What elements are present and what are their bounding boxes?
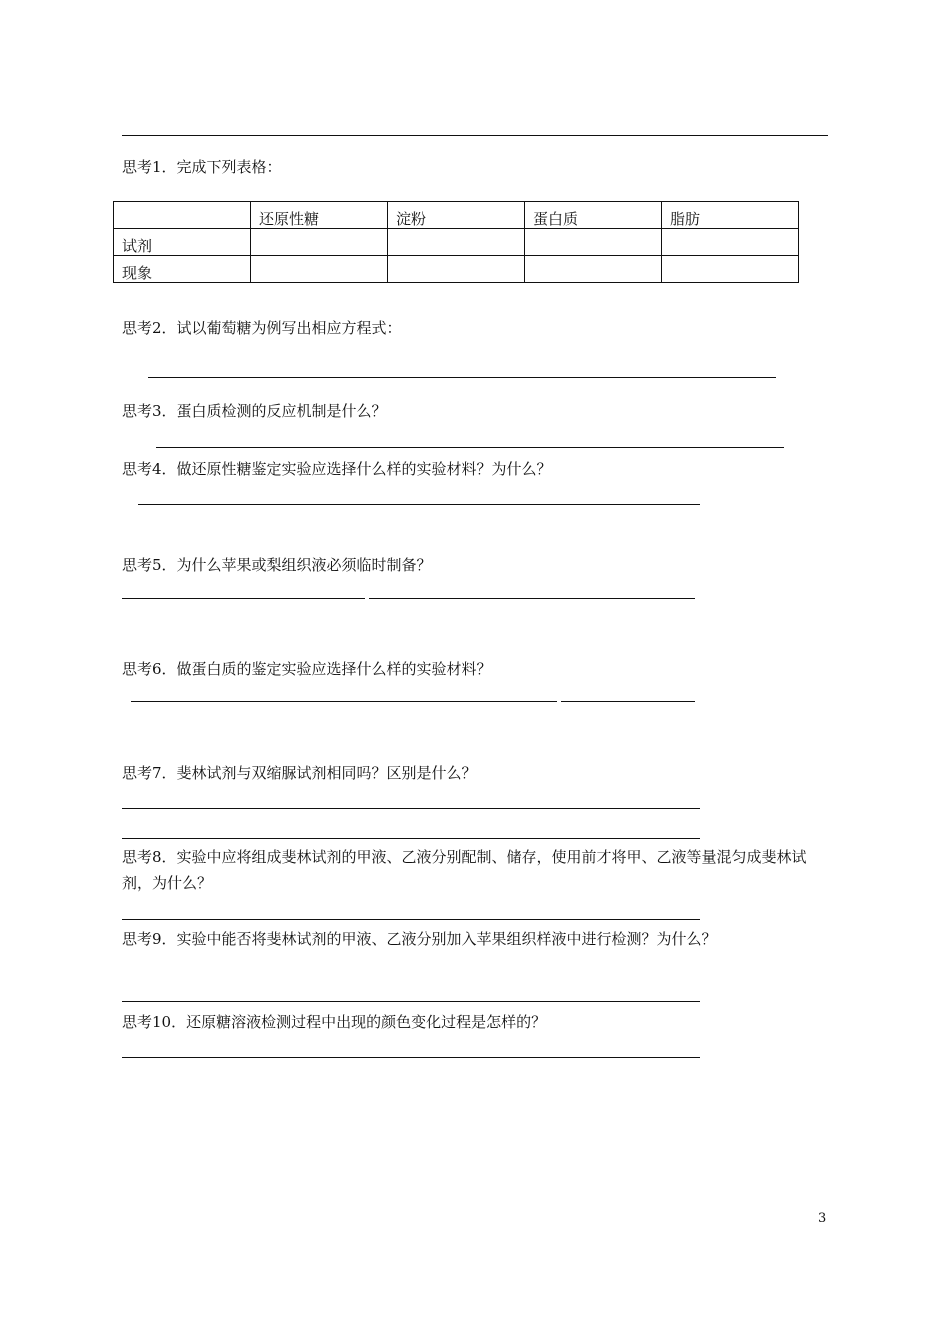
answer-table [113, 201, 799, 283]
question-8: 思考8．实验中应将组成斐林试剂的甲液、乙液分别配制、储存，使用前才将甲、乙液等量混匀成斐林试剂，为什么？ [122, 848, 807, 892]
question-4: 思考4．做还原性糖鉴定实验应选择什么样的实验材料？为什么？ [122, 460, 552, 478]
table-cell[interactable] [251, 229, 388, 256]
answer-line[interactable] [122, 598, 365, 599]
table-row [114, 229, 799, 256]
question-9: 思考9．实验中能否将斐林试剂的甲液、乙液分别加入苹果组织样液中进行检测？为什么？ [122, 930, 717, 948]
question-3: 思考3．蛋白质检测的反应机制是什么？ [122, 402, 387, 420]
table-row-label: 试剂 [114, 229, 251, 256]
answer-line[interactable] [148, 377, 776, 378]
answer-line[interactable] [122, 1001, 700, 1002]
question-5: 思考5．为什么苹果或梨组织液必须临时制备？ [122, 556, 432, 574]
table-header-row [114, 202, 799, 229]
question-2: 思考2．试以葡萄糖为例写出相应方程式： [122, 319, 402, 337]
table-cell[interactable] [662, 229, 799, 256]
table-cell[interactable] [388, 256, 525, 283]
answer-line[interactable] [122, 919, 700, 920]
table-cell[interactable] [525, 256, 662, 283]
question-1: 思考1．完成下列表格： [122, 158, 282, 176]
answer-line[interactable] [131, 701, 557, 702]
header-rule [122, 135, 828, 136]
answer-line[interactable] [122, 1057, 700, 1058]
table-header-cell: 蛋白质 [525, 202, 662, 229]
answer-line[interactable] [156, 447, 784, 448]
answer-line[interactable] [122, 838, 700, 839]
table-cell[interactable] [525, 229, 662, 256]
page-number: 3 [818, 1211, 827, 1226]
table-row-label: 现象 [114, 256, 251, 283]
question-6: 思考6．做蛋白质的鉴定实验应选择什么样的实验材料？ [122, 660, 492, 678]
answer-line[interactable] [369, 598, 695, 599]
table-header-cell: 脂肪 [662, 202, 799, 229]
table-header-cell [114, 202, 251, 229]
question-7: 思考7．斐林试剂与双缩脲试剂相同吗？区别是什么？ [122, 764, 477, 782]
answer-line[interactable] [561, 701, 695, 702]
table-header-cell: 还原性糖 [251, 202, 388, 229]
table-header-cell: 淀粉 [388, 202, 525, 229]
table-cell[interactable] [662, 256, 799, 283]
table-cell[interactable] [388, 229, 525, 256]
answer-line[interactable] [138, 504, 700, 505]
table-cell[interactable] [251, 256, 388, 283]
question-10: 思考10．还原糖溶液检测过程中出现的颜色变化过程是怎样的？ [122, 1013, 547, 1031]
table-row [114, 256, 799, 283]
answer-line[interactable] [122, 808, 700, 809]
